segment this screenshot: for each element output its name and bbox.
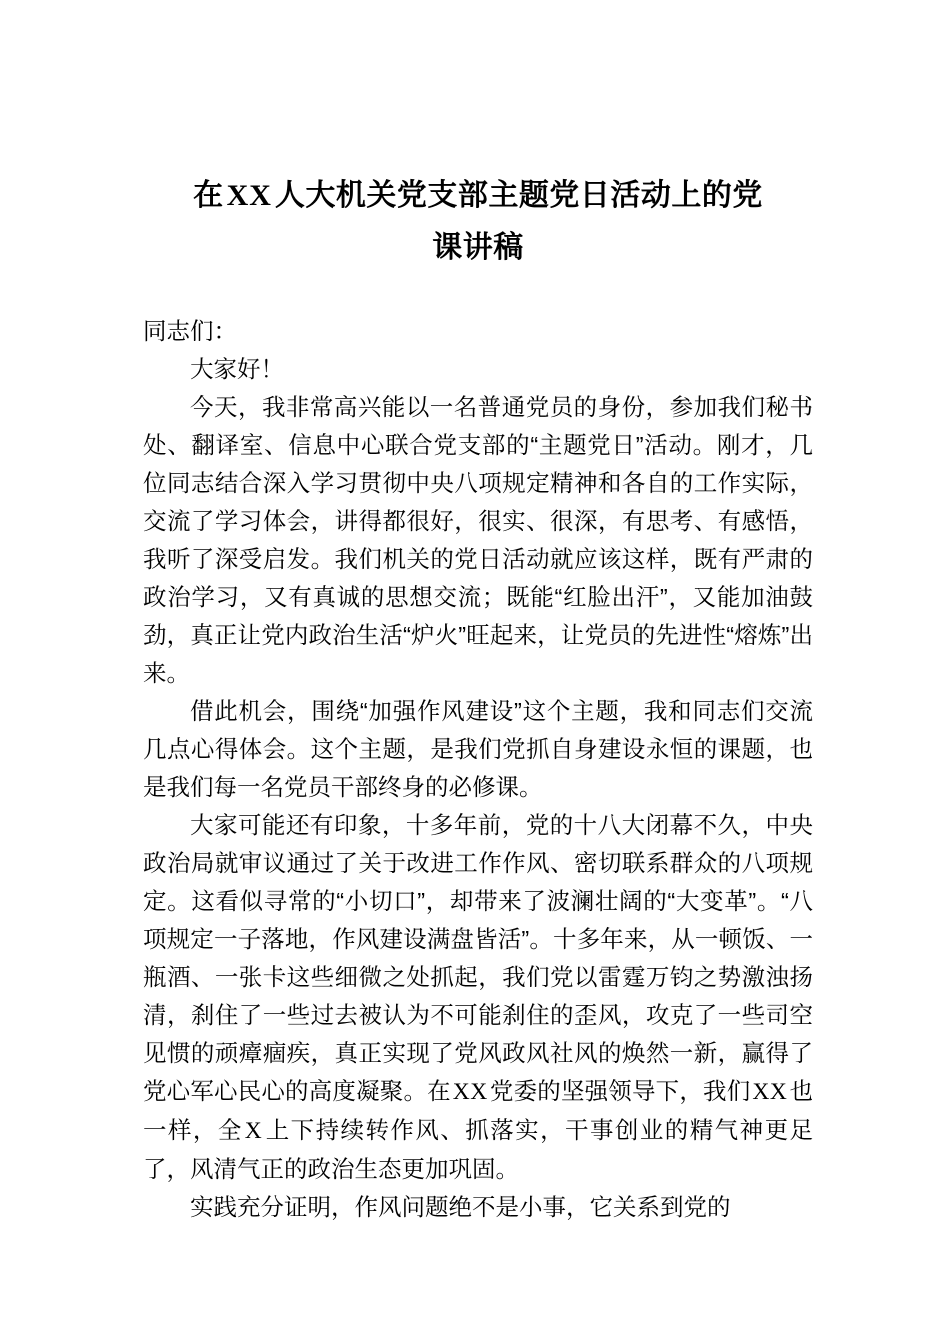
paragraph-greeting: 大家好！ xyxy=(190,356,284,382)
latin-placeholder: XX xyxy=(452,1079,488,1105)
title-prefix: 在 xyxy=(193,179,224,212)
paragraph-opening: 今天，我非常高兴能以一名普通党员的身份，参加我们秘书处、翻译室、信息中心联合党支部的“主题党日”活动。刚才，几位同志结合深入学习贯彻中央八项规定精神和各自的工作实际，交流了学习体会，讲得都很好，很实、很深，有思考、有感悟，我听了深受启发。我们机关的党日活动就应该这样，既有严肃的政治学习，又有真诚的思想交流；既能“红脸出汗”，又能加油鼓劲，真正让党内政治生活“炉火”旺起来，让党员的先进性“熔炼”出来。 xyxy=(143,394,813,686)
cjk-run: 党委的坚强领导下，我们 xyxy=(489,1078,751,1104)
paragraph-history xyxy=(143,806,813,1188)
title-line1 xyxy=(193,179,763,212)
cjk-run: 也一样，全 xyxy=(143,1078,814,1143)
document-content xyxy=(143,0,813,1226)
title-latin-placeholder: XX xyxy=(226,179,272,212)
document-body xyxy=(143,274,813,1226)
paragraph-theme: 借此机会，围绕“加强作风建设”这个主题，我和同志们交流几点心得体会。这个主题，是我们党抓自身建设永恒的课题，也是我们每一名党员干部终身的必修课。 xyxy=(143,698,813,800)
latin-placeholder: XX xyxy=(752,1079,788,1105)
title-line2: 课讲稿 xyxy=(432,231,524,264)
paragraph-practice: 实践充分证明，作风问题绝不是小事，它关系到党的 xyxy=(190,1194,731,1220)
paragraph-salutation: 同志们： xyxy=(143,318,237,344)
title-suffix: 人大机关党支部主题党日活动上的党 xyxy=(274,179,763,212)
latin-placeholder: X xyxy=(244,1118,263,1144)
document-title xyxy=(143,0,813,274)
cjk-run: 上下持续转作风、抓落实，干事创业的精气神更足了，风清气正的政治生态更加巩固。 xyxy=(143,1117,814,1182)
cjk-run: 大家可能还有印象，十多年前，党的十八大闭幕不久，中央政治局就审议通过了关于改进工作作风、密切联系群众的八项规定。这看似寻常的“小切口”，却带来了波澜壮阔的“大变革”。“八项规定一子落地，作风建设满盘皆活”。十多年来，从一顿饭、一瓶酒、一张卡这些细微之处抓起，我们党以雷霆万钧之势激浊扬清，刹住了一些过去被认为不可能刹住的歪风，攻克了一些司空见惯的顽瘴痼疾，真正实现了党风政风社风的焕然一新，赢得了党心军心民心的高度凝聚。在 xyxy=(143,812,813,1104)
